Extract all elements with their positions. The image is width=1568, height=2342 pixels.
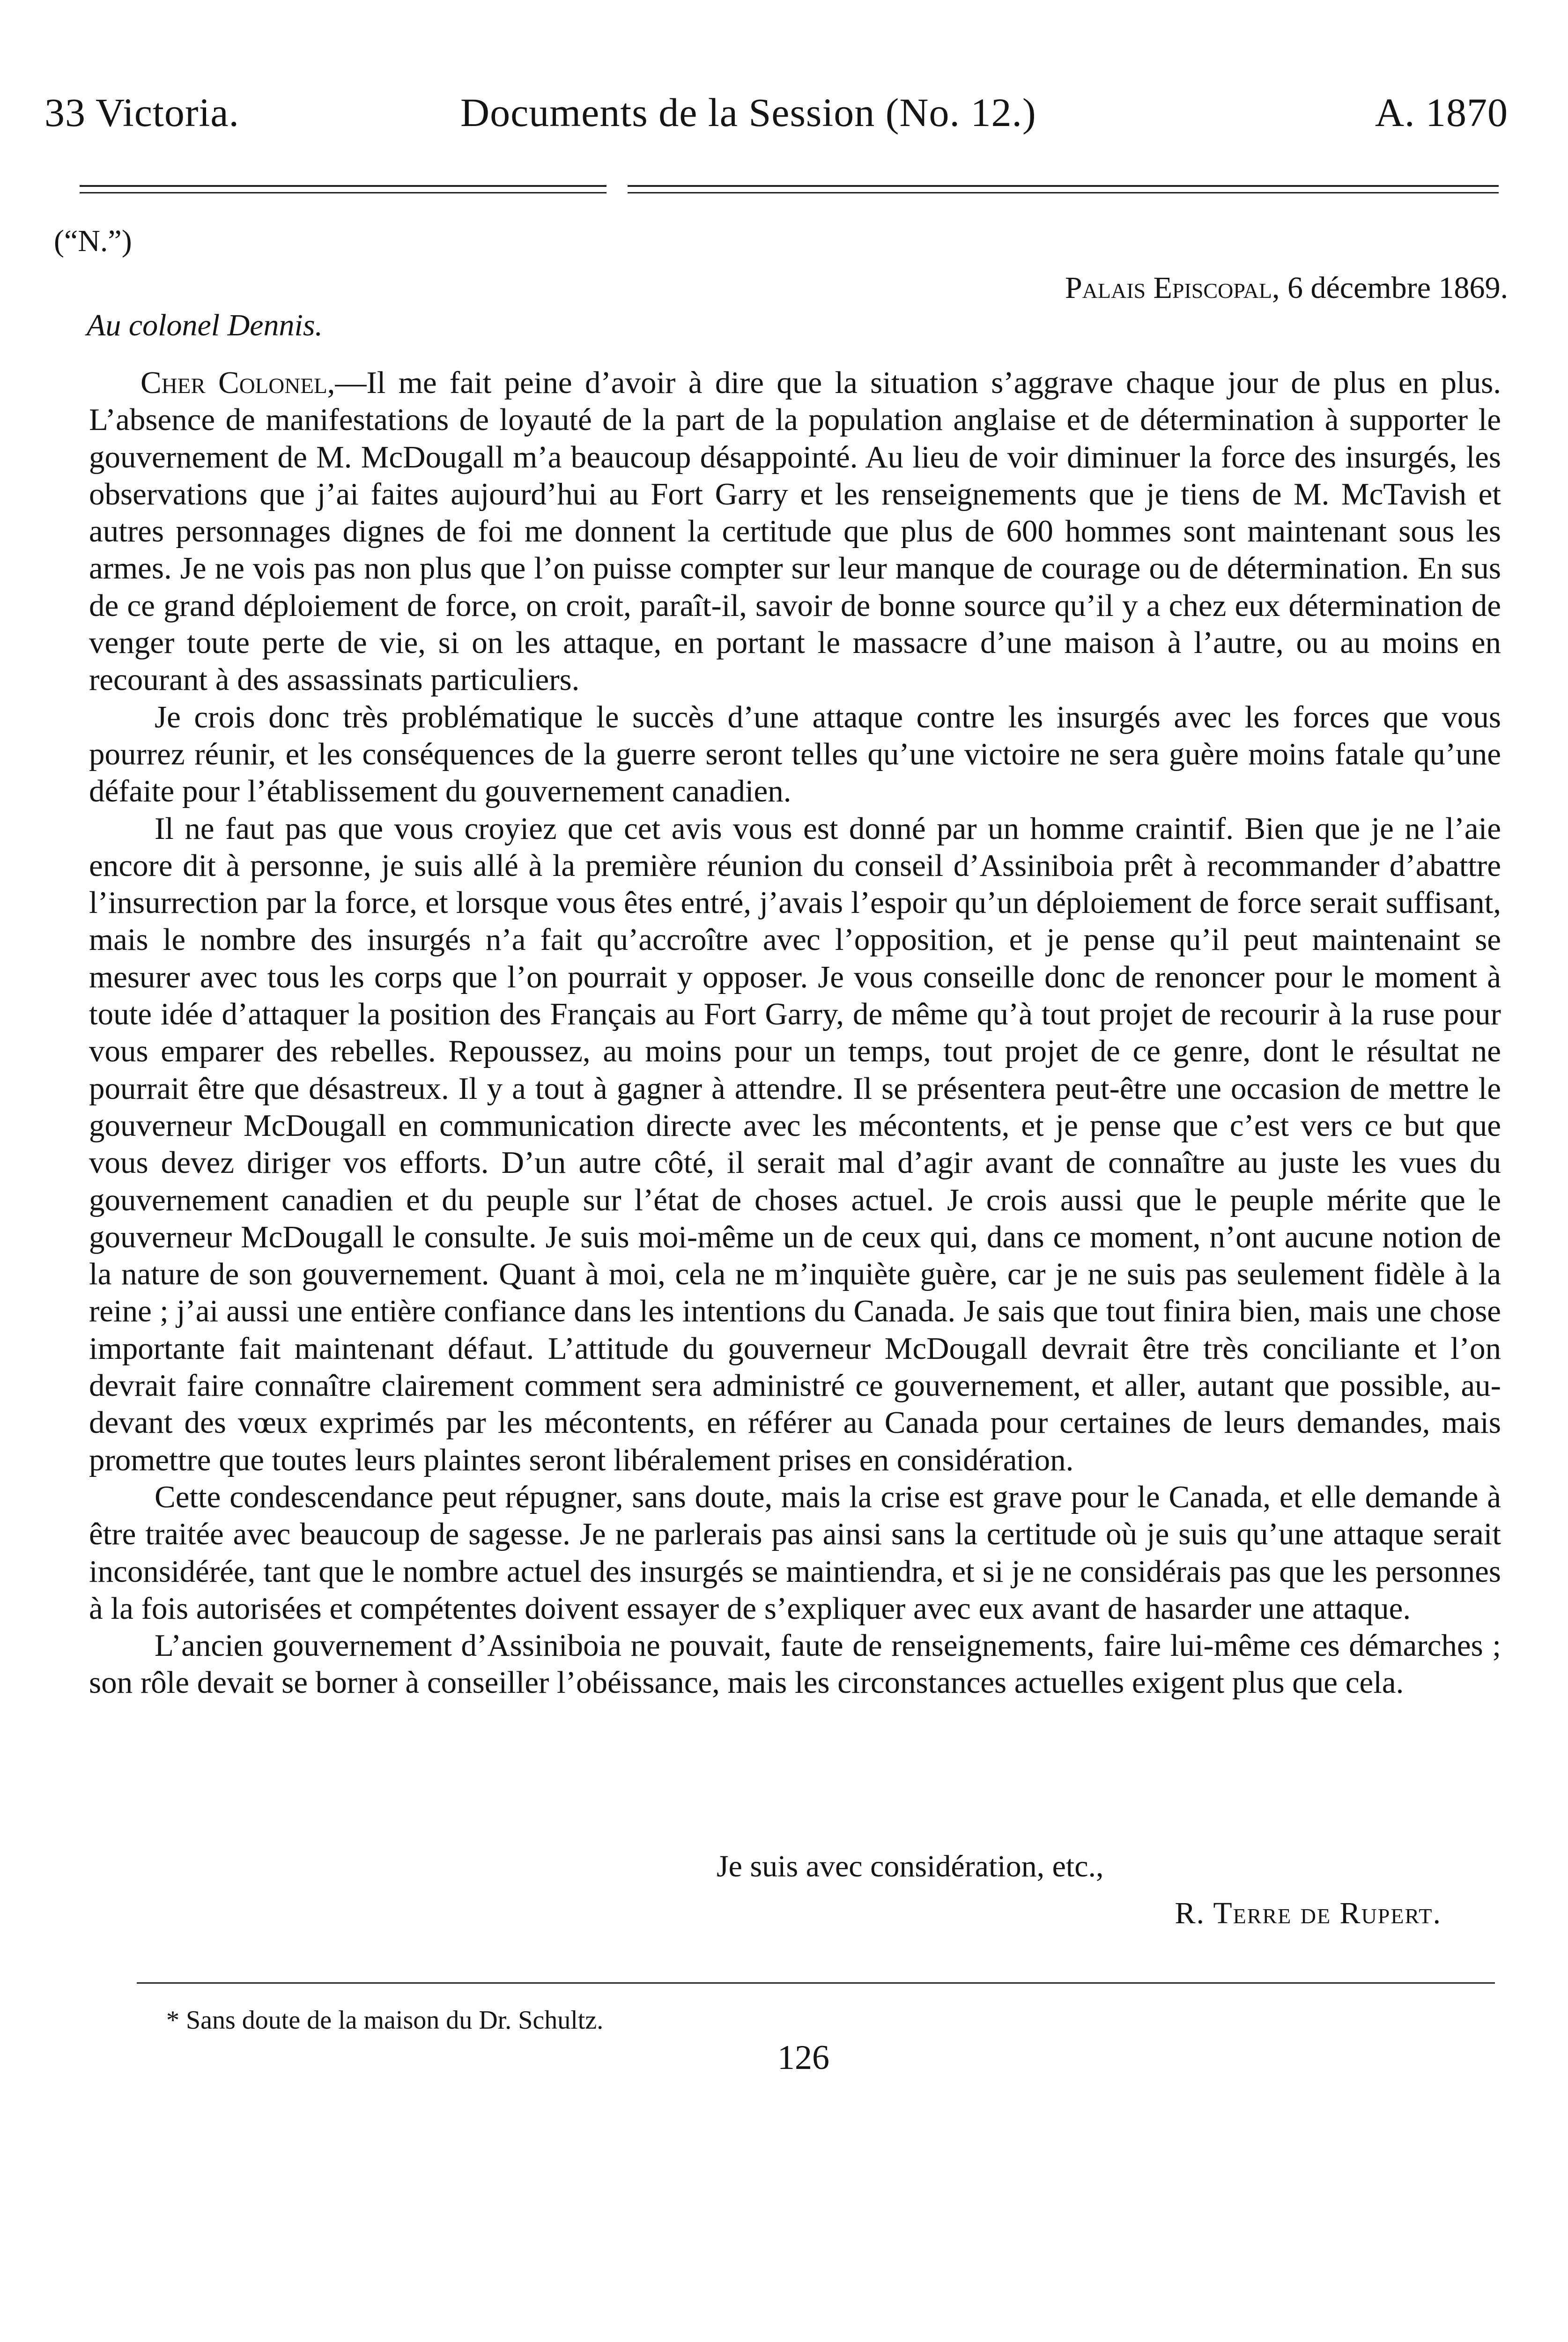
letter-dateline [1065, 267, 1508, 309]
header-rule [80, 192, 606, 193]
letter-place: Palais Episcopal, [1065, 271, 1280, 305]
letter-body [89, 364, 1501, 1702]
paragraph [89, 364, 1501, 699]
paragraph: Il ne faut pas que vous croyiez que cet avis vous est donné par un homme craintif. Bien que je ne l’aie encore dit à personne, je suis allé à la première réunion du conseil d’Assiniboia prêt à recommander d’abattre l’insurrection par la force, et lorsque vous êtes entré, j’avais l’espoir qu’un déploiement de force serait suffisant, mais le nombre des insurgés n’a fait qu’accroître avec l’opposition, et je pense qu’il peut maintenaint se mesurer avec tous les corps que l’on pourrait y opposer. Je vous conseille donc de renoncer pour le moment à toute idée d’attaquer la position des Français au Fort Garry, de même qu’à tout projet de recourir à la ruse pour vous emparer des rebelles. Repoussez, au moins pour un temps, tout projet de ce genre, dont le résultat ne pourrait être que désastreux. Il y a tout à gagner à attendre. Il se présentera peut-être une occasion de mettre le gouverneur McDougall en communication directe avec les mécontents, et je pense que c’est vers ce but que vous devez diriger vos efforts. D’un autre côté, il serait mal d’agir avant de connaître au juste les vues du gouvernement canadien et du peuple sur l’état de choses actuel. Je crois aussi que le peuple mérite que le gouverneur McDougall le consulte. Je suis moi-même un de ceux qui, dans ce moment, n’ont aucune notion de la nature de son gouvernement. Quant à moi, cela ne m’inquiète guère, car je ne suis pas seulement fidèle à la reine ; j’ai aussi une entière confiance dans les intentions du Canada. Je sais que tout finira bien, mais une chose importante fait maintenant défaut. L’attitude du gouverneur McDougall devrait être très conciliante et l’on devrait faire connaître clairement comment sera administré ce gouvernement, et aller, autant que possible, au-devant des vœux exprimés par les mécontents, en référer au Canada pour certaines de leurs demandes, mais promettre que toutes leurs plaintes seront libéralement prises en considération. [89, 811, 1501, 1477]
paragraph-text: —Il me fait peine d’avoir à dire que la situation s’aggrave chaque jour de plus en plus. L’absence de manifestations de loyauté de la part de la population anglaise et de détermination à supporter le gouvernement de M. McDougall m’a beaucoup désappointé. Au lieu de voir diminuer la force des insurgés, les observations que j’ai faites aujourd’hui au Fort Garry et les renseignements que je tiens de M. McTavish et autres personnages dignes de foi me donnent la certitude que plus de 600 hommes sont maintenant sous les armes. Je ne vois pas non plus que l’on puisse compter sur leur manque de courage ou de détermination. En sus de ce grand déploiement de force, on croit, paraît-il, savoir de bonne source qu’il y a chez eux détermination de venger toute perte de vie, si on les attaque, en portant le massacre d’une maison à l’autre, ou au moins en recourant à des assassinats particuliers. [89, 365, 1501, 697]
header-year: A. 1870 [1375, 90, 1508, 135]
header-rule [80, 185, 606, 187]
footnote-rule [137, 1982, 1495, 1984]
letter-addressee: Au colonel Dennis. [87, 308, 323, 342]
running-header [44, 87, 1508, 138]
letter-date: 6 décembre 1869. [1287, 271, 1508, 305]
page-number: 126 [777, 2038, 829, 2077]
header-rule [628, 185, 1499, 187]
header-regnal-year: 33 Victoria. [44, 90, 240, 135]
letter-salutation: Cher Colonel, [141, 365, 335, 400]
footnote: * Sans doute de la maison du Dr. Schultz. [166, 2006, 604, 2035]
paragraph: Je crois donc très problématique le succès d’une attaque contre les insurgés avec les forces que vous pourrez réunir, et les conséquences de la guerre seront telles qu’une victoire ne sera guère moins fatale qu’une défaite pour l’établissement du gouvernement canadien. [89, 699, 1501, 809]
header-rule [628, 192, 1499, 193]
letter-closing: Je suis avec considération, etc., [717, 1849, 1104, 1883]
letter-signature: R. Terre de Rupert. [1175, 1896, 1442, 1930]
document-label: (“N.”) [54, 224, 132, 258]
paragraph: L’ancien gouvernement d’Assiniboia ne pouvait, faute de renseignements, faire lui-même ces démarches ; son rôle devait se borner à conseiller l’obéissance, mais les circonstances actuelles exigent plus que cela. [89, 1628, 1501, 1700]
paragraph: Cette condescendance peut répugner, sans doute, mais la crise est grave pour le Canada, et elle demande à être traitée avec beaucoup de sagesse. Je ne parlerais pas ainsi sans la certitude où je suis qu’une attaque serait inconsidérée, tant que le nombre actuel des insurgés se maintiendra, et si je ne considérais pas que les personnes à la fois autorisées et compétentes doivent essayer de s’expliquer avec eux avant de hasarder une attaque. [89, 1479, 1501, 1626]
header-title: Documents de la Session (No. 12.) [460, 90, 1036, 135]
